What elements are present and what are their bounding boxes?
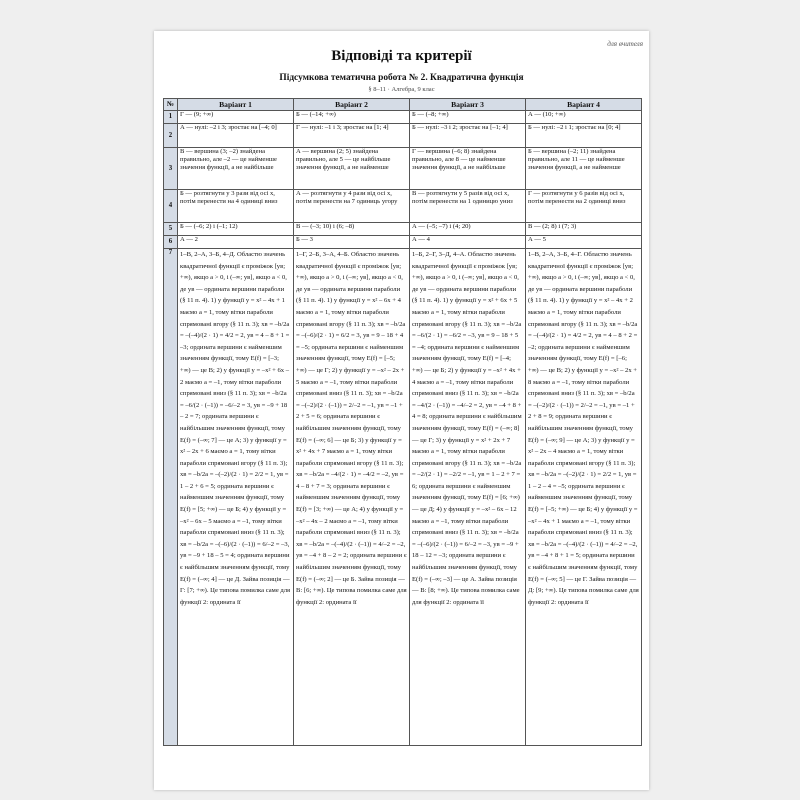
row-number: 7 [164, 249, 178, 746]
answer-cell: В — (–3; 10) і (6; –8) [294, 223, 410, 236]
table-row [164, 190, 642, 223]
column-header-variant-3: Варіант 3 [410, 99, 526, 111]
row-number: 1 [164, 111, 178, 124]
for-teacher-note: для вчителя [607, 40, 643, 48]
row-number: 3 [164, 148, 178, 190]
page-title: Відповіді та критерії [331, 48, 472, 64]
column-header-variant-1: Варіант 1 [178, 99, 294, 111]
section-reference: § 8–11 · Алгебра, 9 клас [368, 86, 435, 93]
answer-key-page [154, 31, 649, 790]
answer-cell: А — (–5; –7) і (4; 20) [410, 223, 526, 236]
row-number: 2 [164, 124, 178, 148]
solution-cell: 1–В, 2–А, 3–Б, 4–Г. Областю значень квадратичної функції є проміжок [yв; +∞), якщо a > 0, і (–∞; yв], якщо a < 0, де yв — ордината вершини параболи (§ 11 п. 4). 1) у функції y = x² – 4x + 2 маємо a = 1, тому вітки параболи спрямовані вгору (§ 11 п. 3); xв = –b/2a = –(–4)/(2 · 1) = 4/2 = 2, yв = 4 – 8 + 2 = –2; ордината вершини є найменшим значенням функції, тому E(f) = [–6; +∞) — це В; 2) у функції y = –x² – 2x + 8 маємо a = –1, тому вітки параболи спрямовані вниз (§ 11 п. 3); xв = –b/2a = –(–2)/(2 · (–1)) = 2/–2 = –1, yв = –1 + 2 + 8 = 9; ордината вершини є найбільшим значенням функції, тому E(f) = (–∞; 9] — це А; 3) у функції y = x² – 2x – 4 маємо a = 1, тому вітки параболи спрямовані вгору (§ 11 п. 3); xв = –b/2a = –(–2)/(2 · 1) = 2/2 = 1, yв = 1 – 2 – 4 = –5; ордината вершини є найменшим значенням функції, тому E(f) = [–5; +∞) — це Б; 4) у функції y = –x² – 4x + 1 маємо a = –1, тому вітки параболи спрямовані вниз (§ 11 п. 3); xв = –b/2a = –(–4)/(2 · (–1)) = 4/–2 = –2, yв = –4 + 8 + 1 = 5; ордината вершини є найбільшим значенням функції, тому E(f) = (–∞; 5] — це Г. Зайва позиція — Д: [9; +∞). Це типова помилка саме для функції 2: ордината її [526, 249, 642, 746]
answers-table [163, 98, 642, 746]
table-row [164, 236, 642, 249]
row-number: 5 [164, 223, 178, 236]
column-header-variant-4: Варіант 4 [526, 99, 642, 111]
answer-cell: А — розтягнути у 4 рази від осі x, потім перенести на 7 одиниць угору [294, 190, 410, 223]
table-row [164, 148, 642, 190]
column-header-number: № [164, 99, 178, 111]
answer-cell: Б — (–6; 2) і (–1; 12) [178, 223, 294, 236]
table-header-row [164, 99, 642, 111]
answer-cell: А — вершина (2; 5) знайдена правильно, але 5 — це найбільше значення функції, а не найменше [294, 148, 410, 190]
table-row [164, 111, 642, 124]
answer-cell: Б — нулі: –3 і 2; зростає на [–1; 4] [410, 124, 526, 148]
table-row [164, 124, 642, 148]
row-number: 6 [164, 236, 178, 249]
solution-cell: 1–Б, 2–Г, 3–Д, 4–А. Областю значень квадратичної функції є проміжок [yв; +∞), якщо a > 0, і (–∞; yв], якщо a < 0, де yв — ордината вершини параболи (§ 11 п. 4). 1) у функції y = x² + 6x + 5 маємо a = 1, тому вітки параболи спрямовані вгору (§ 11 п. 3); xв = –b/2a = –6/(2 · 1) = –6/2 = –3, yв = 9 – 18 + 5 = –4; ордината вершини є найменшим значенням функції, тому E(f) = [–4; +∞) — це Б; 2) у функції y = –x² + 4x + 4 маємо a = –1, тому вітки параболи спрямовані вниз (§ 11 п. 3); xв = –b/2a = –4/(2 · (–1)) = –4/–2 = 2, yв = –4 + 8 + 4 = 8; ордината вершини є найбільшим значенням функції, тому E(f) = (–∞; 8] — це Г; 3) у функції y = x² + 2x + 7 маємо a = 1, тому вітки параболи спрямовані вгору (§ 11 п. 3); xв = –b/2a = –2/(2 · 1) = –2/2 = –1, yв = 1 – 2 + 7 = 6; ордината вершини є найменшим значенням функції, тому E(f) = [6; +∞) — це Д; 4) у функції y = –x² – 6x – 12 маємо a = –1, тому вітки параболи спрямовані вниз (§ 11 п. 3); xв = –b/2a = –(–6)/(2 · (–1)) = 6/–2 = –3, yв = –9 + 18 – 12 = –3; ордината вершини є найбільшим значенням функції, тому E(f) = (–∞; –3] — це А. Зайва позиція — В: [8; +∞). Це типова помилка саме для функції 2: ордината її [410, 249, 526, 746]
answer-cell: Б — вершина (–2; 11) знайдена правильно, але 11 — це найменше значення функції, а не найменше [526, 148, 642, 190]
answer-cell: Б — (–8; +∞) [410, 111, 526, 124]
answer-cell: Б — розтягнути у 3 рази від осі x, потім перенести на 4 одиниці вниз [178, 190, 294, 223]
answer-cell: А — 2 [178, 236, 294, 249]
answer-cell: В — (2; 8) і (7; 3) [526, 223, 642, 236]
answer-cell: Б — (–14; +∞) [294, 111, 410, 124]
answer-cell: В — вершина (3; –2) знайдена правильно, але –2 — це найменше значення функції, а не найбільше [178, 148, 294, 190]
answer-cell: А — 5 [526, 236, 642, 249]
row-number: 4 [164, 190, 178, 223]
page-subtitle: Підсумкова тематична робота № 2. Квадратична функція [279, 73, 524, 83]
answer-cell: Г — нулі: –1 і 3; зростає на [1; 4] [294, 124, 410, 148]
answer-cell: Г — розтягнути у 6 разів від осі x, потім перенести на 2 одиниці вниз [526, 190, 642, 223]
answer-cell: Г — вершина (–6; 8) знайдена правильно, але 8 — це найменше значення функції, а не найбільше [410, 148, 526, 190]
answer-cell: Б — нулі: –2 і 1; зростає на [0; 4] [526, 124, 642, 148]
solution-cell: 1–В, 2–А, 3–Б, 4–Д. Областю значень квадратичної функції є проміжок [yв; +∞), якщо a > 0, і (–∞; yв], якщо a < 0, де yв — ордината вершини параболи (§ 11 п. 4). 1) у функції y = x² – 4x + 1 маємо a = 1, тому вітки параболи спрямовані вгору (§ 11 п. 3); xв = –b/2a = –(–4)/(2 · 1) = 4/2 = 2, yв = 4 – 8 + 1 = –3; ордината вершини є найменшим значенням функції, тому E(f) = [–3; +∞) — це В; 2) у функції y = –x² + 6x – 2 маємо a = –1, тому вітки параболи спрямовані вниз (§ 11 п. 3); xв = –b/2a = –6/(2 · (–1)) = –6/–2 = 3, yв = –9 + 18 – 2 = 7; ордината вершини є найбільшим значенням функції, тому E(f) = (–∞; 7] — це А; 3) у функції y = x² – 2x + 6 маємо a = 1, тому вітки параболи спрямовані вгору (§ 11 п. 3); xв = –b/2a = –(–2)/(2 · 1) = 2/2 = 1, yв = 1 – 2 + 6 = 5; ордината вершини є найменшим значенням функції, тому E(f) = [5; +∞) — це Б; 4) у функції y = –x² – 6x – 5 маємо a = –1, тому вітки параболи спрямовані вниз (§ 11 п. 3); xв = –b/2a = –(–6)/(2 · (–1)) = 6/–2 = –3, yв = –9 + 18 – 5 = 4; ордината вершини є найбільшим значенням функції, тому E(f) = (–∞; 4] — це Д. Зайва позиція — Г: [7; +∞). Це типова помилка саме для функції 2: ордината її [178, 249, 294, 746]
column-header-variant-2: Варіант 2 [294, 99, 410, 111]
table-row [164, 249, 642, 746]
table-row [164, 223, 642, 236]
answer-cell: А — нулі: –2 і 3; зростає на [–4; 0] [178, 124, 294, 148]
answer-cell: Г — (9; +∞) [178, 111, 294, 124]
answer-cell: А — 4 [410, 236, 526, 249]
solution-cell: 1–Г, 2–Б, 3–А, 4–Б. Областю значень квадратичної функції є проміжок [yв; +∞), якщо a > 0, і (–∞; yв], якщо a < 0, де yв — ордината вершини параболи (§ 11 п. 4). 1) у функції y = x² – 6x + 4 маємо a = 1, тому вітки параболи спрямовані вгору (§ 11 п. 3); xв = –b/2a = –(–6)/(2 · 1) = 6/2 = 3, yв = 9 – 18 + 4 = –5; ордината вершини є найменшим значенням функції, тому E(f) = [–5; +∞) — це Г; 2) у функції y = –x² – 2x + 5 маємо a = –1, тому вітки параболи спрямовані вниз (§ 11 п. 3); xв = –b/2a = –(–2)/(2 · (–1)) = 2/–2 = –1, yв = –1 + 2 + 5 = 6; ордината вершини є найбільшим значенням функції, тому E(f) = (–∞; 6] — це Б; 3) у функції y = x² + 4x + 7 маємо a = 1, тому вітки параболи спрямовані вгору (§ 11 п. 3); xв = –b/2a = –4/(2 · 1) = –4/2 = –2, yв = 4 – 8 + 7 = 3; ордината вершини є найменшим значенням функції, тому E(f) = [3; +∞) — це А; 4) у функції y = –x² – 4x – 2 маємо a = –1, тому вітки параболи спрямовані вниз (§ 11 п. 3); xв = –b/2a = –(–4)/(2 · (–1)) = 4/–2 = –2, yв = –4 + 8 – 2 = 2; ордината вершини є найбільшим значенням функції, тому E(f) = (–∞; 2] — це Б. Зайва позиція — В: [6; +∞). Це типова помилка саме для функції 2: ордината її [294, 249, 410, 746]
answer-cell: Б — 3 [294, 236, 410, 249]
answer-cell: А — (10; +∞) [526, 111, 642, 124]
answer-cell: В — розтягнути у 5 разів від осі x, потім перенести на 1 одиницю униз [410, 190, 526, 223]
